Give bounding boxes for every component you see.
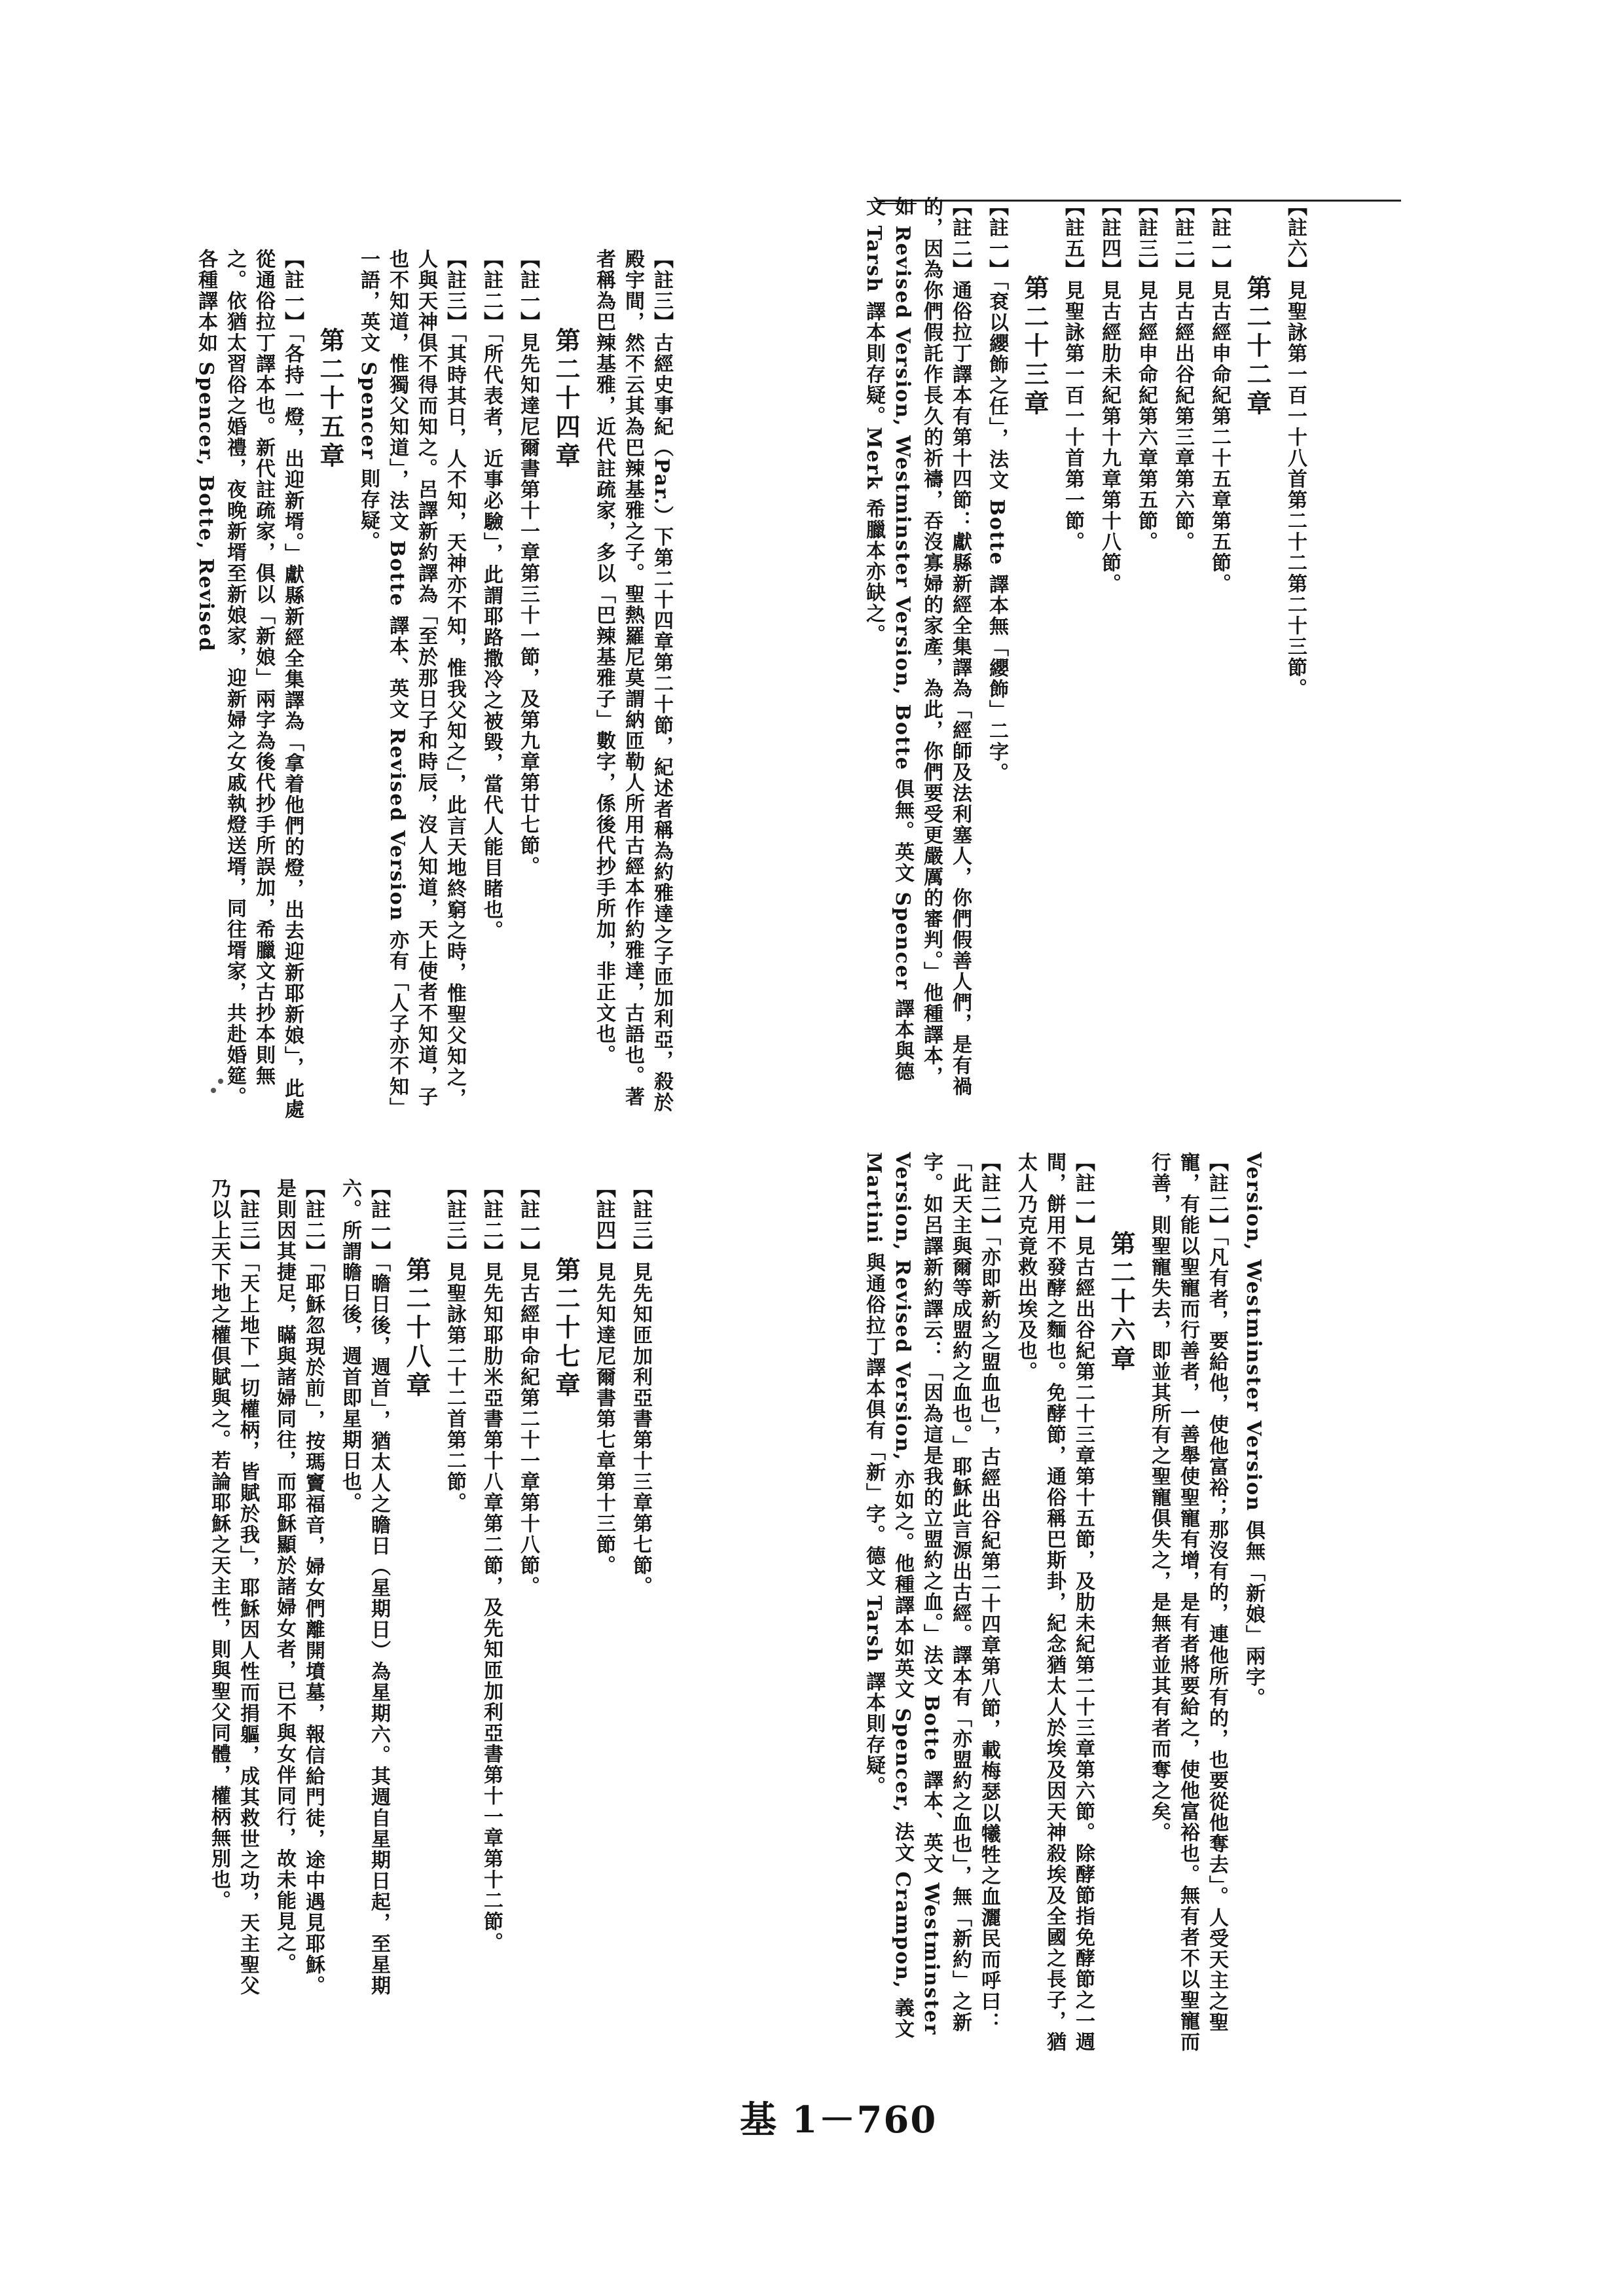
notes-top-right-text [851,196,1309,1100]
note-line: 【註六】見聖詠第一百一十八首第二十二第二十三節。 [1284,196,1307,699]
note-line: 【註三】「其時其日，人不知，天神亦不知，惟我父知之」，此言天地終窮之時，惟聖父知之，人與天神俱不得而知之。呂譯新約譯為「至於那日子和時辰，沒人知道，天上使者不知道，子也不知道，惟獨父知道」，法文 Botte 譯本、英文 Revised Version 亦有「人子亦不知」一語，英文 Spencer 則存疑。 [357,249,466,1119]
chapter-heading: 第二十五章 [316,327,345,471]
note-line: 【註二】「亦即新約之盟血也」，古經出谷紀第二十四章第八節，載梅瑟以犧牲之血灑民而呼曰：「此天主與爾等成盟約之血也。」耶穌此言源出古經。譯本有「亦盟約之血也」，無「新約」之新字。如呂譯新約譯云：「因為這是我的立盟約之血。」法文 Botte 譯本、英文 Westminster Version, Revised Version, 亦如之。他種譯本如英文 Spencer, 法文 Crampon, 義文 Martini 與通俗拉丁譯本俱有「新」字。德文 Tarsh 譯本則存疑。 [862,1152,1000,2039]
note-line: 【註二】見古經出谷紀第三章第六節。 [1171,196,1194,552]
note-line: 【註一】見古經出谷紀第二十三章第十五節，及肋未紀第二十三章第六節。除酵節指免酵節之一週間，餅用不發酵之麵也。免酵節，通俗稱巴斯卦，紀念猶太人於埃及因天神殺埃及全國之長子，猶太人乃克竟救出埃及也。 [1014,1152,1095,2053]
notes-block-top-right [851,196,1427,1100]
note-line: 【註二】「耶穌忽現於前」，按瑪竇福音，婦女們離開墳墓，報信給門徒，途中遇見耶穌。是則因其捷足，瞞與諸婦同往，而耶穌顯於諸婦女者，已不與女伴同行，故未能見之。 [273,1178,325,1996]
note-line: 【註二】見先知耶肋米亞書第十八章第二節，及先知匝加利亞書第十一章第十二節。 [480,1178,503,1953]
note-line: 【註三】見聖詠第二十二首第二節。 [443,1178,466,1513]
note-line: 【註三】古經史事紀（Par.）下第二十四章第二十節，紀述者稱為約雅達之子匝加利亞，殺於殿宇間，然不云其為巴辣基雅之子。聖熱羅尼莫謂納匝勒人所用古經本作約雅達，古語也。著者稱為巴辣基雅，近代註疏家，多以「巴辣基雅子」數字，係後代抄手所加，非正文也。 [593,249,673,1113]
chapter-heading: 第二十七章 [551,1257,581,1401]
note-line: 【註三】「天上地下一切權柄，皆賦於我」，耶穌因人性而捐軀，成其救世之功，天主聖父乃以上天下地之權俱賦與之。若論耶穌之天主性，則與聖父同體，權柄無別也。 [208,1178,259,1996]
scan-speck [211,1088,216,1093]
page-number: 基 1－760 [740,2098,938,2142]
notes-block-top-left [183,249,733,1126]
notes-block-bottom-right [851,1152,1427,2068]
note-line: 【註一】「袞以纓飾之任」，法文 Botte 譯本無「纓飾」二字。 [985,196,1008,784]
note-line: 【註四】見先知達尼爾書第七章第十三節。 [593,1178,615,1576]
notes-bottom-right-text [851,1152,1267,2068]
note-line: 【註二】「凡有者，要給他，使他富裕；那沒有的，連他所有的，也要從他奪去」。人受天主之聖寵，有能以聖寵而行善者，一善舉使聖寵有增，是有者將要給之，使他富裕也。無有者不以聖寵而行善，則聖寵失去，即並其所有之聖寵俱失之，是無者並其有者而奪之矣。 [1148,1152,1228,2053]
note-line: Version, Westminster Version 俱無「新娘」兩字。 [1242,1152,1265,1709]
chapter-heading: 第二十四章 [551,327,581,471]
note-line: 【註三】見先知匝加利亞書第十三章第七節。 [629,1178,652,1597]
chapter-heading: 第二十六章 [1106,1230,1136,1374]
chapter-heading: 第二十二章 [1243,275,1272,419]
notes-bottom-left-text [196,1178,655,2016]
note-line: 【註一】「瞻日後，週首」，猶太人之瞻日（星期日）為星期六。其週自星期日起，至星期六。所謂瞻日後，週首即星期日也。 [338,1178,390,1996]
chapter-heading: 第二十三章 [1020,275,1049,419]
scan-speck [218,1079,223,1084]
note-line: 【註一】「各持一燈，出迎新壻。」獻縣新經全集譯為「拿着他們的燈，出去迎新耶新娘」，此處從通俗拉丁譯本也。新代註疏家，俱以「新娘」兩字為後代抄手所誤加，希臘文古抄本則無之。依猶太習俗之婚禮，夜晚新壻至新娘家，迎新婦之女戚執燈送壻，同往壻家，共赴婚筵。各種譯本如 Spencer, Botte, Revised [194,249,304,1120]
note-line: 【註一】見古經申命紀第二十一章第十八節。 [517,1178,539,1597]
note-line: 【註五】見聖詠第一百一十首第一節。 [1061,196,1084,552]
notes-block-bottom-left [196,1178,733,2016]
note-line: 【註二】通俗拉丁譯本有第十四節：獻縣新經全集譯為「經師及法利塞人，你們假善人們，是有禍的，因為你們假託作長久的祈禱，吞沒寡婦的家產，為此，你們要受更嚴厲的審判。」他種譯本，如 Revised Version, Westminster Version, Botte 俱無。英文 Spencer 譯本與德文 Tarsh 譯本則存疑。Merk 希臘本亦缺之。 [862,196,972,1097]
note-line: 【註四】見古經肋未紀第十九章第十八節。 [1098,196,1121,594]
note-line: 【註三】見古經申命紀第六章第五節。 [1135,196,1158,552]
chapter-heading: 第二十八章 [402,1257,431,1401]
note-line: 【註一】見先知達尼爾書第十一章第三十一節，及第九章第廿七節。 [517,249,539,877]
note-line: 【註一】見古經申命紀第二十五章第五節。 [1208,196,1231,594]
note-line: 【註二】「所代表者，近事必驗」，此謂耶路撒冷之被毀，當代人能目睹也。 [480,249,503,941]
notes-top-left-text [183,249,676,1126]
